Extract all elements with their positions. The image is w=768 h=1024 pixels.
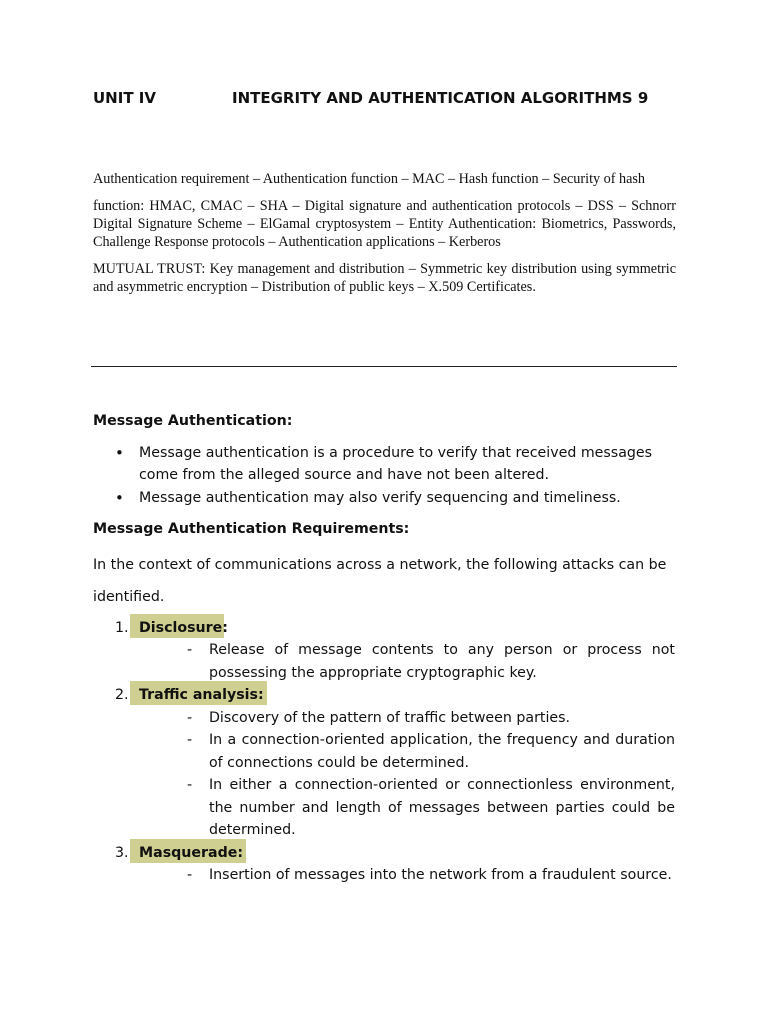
attack-label: Masquerade: bbox=[139, 844, 244, 861]
unit-label: UNIT IV bbox=[93, 89, 156, 107]
detail-item: - Insertion of messages into the network from a fraudulent source. bbox=[93, 864, 675, 887]
section-heading-message-authentication: Message Authentication: bbox=[93, 413, 293, 429]
attack-item-disclosure bbox=[93, 617, 675, 640]
attack-label: Disclosure: bbox=[139, 619, 228, 636]
syllabus-paragraph: Authentication requirement – Authentication function – MAC – Hash function – Security of hash bbox=[93, 171, 646, 187]
detail-item: - In a connection-oriented application, the frequency and duration of connections could be determined. bbox=[93, 729, 675, 774]
syllabus-paragraph: MUTUAL TRUST: Key management and distribution – Symmetric key distribution using symmetric and asymmetric encryption – Distribution of public keys – X.509 Certificates. bbox=[93, 261, 676, 295]
attack-number: 2. bbox=[115, 687, 129, 703]
bullet-item: • Message authentication may also verify sequencing and timeliness. bbox=[93, 487, 675, 510]
syllabus-paragraph: function: HMAC, CMAC – SHA – Digital signature and authentication protocols – DSS – Schnorr Digital Signature Scheme – ElGamal cryptosystem – Entity Authentication: Biometrics, Passwords, Challenge Response protocols – Authentication applications – Kerberos bbox=[93, 198, 676, 250]
notes-body bbox=[93, 410, 675, 887]
section-heading-requirements: Message Authentication Requirements: bbox=[93, 521, 410, 537]
detail-item: - In either a connection-oriented or connectionless environment, the number and length of messages between parties could be determined. bbox=[93, 774, 675, 842]
attack-item-masquerade bbox=[93, 842, 675, 865]
syllabus-text bbox=[93, 170, 676, 305]
detail-item: - Release of message contents to any person or process not possessing the appropriate cryptographic key. bbox=[93, 639, 675, 684]
divider bbox=[91, 366, 677, 367]
unit-title: INTEGRITY AND AUTHENTICATION ALGORITHMS 9 bbox=[232, 89, 649, 107]
attack-number: 1. bbox=[115, 619, 129, 636]
intro-paragraph: In the context of communications across a network, the following attacks can be identified. bbox=[93, 556, 667, 605]
unit-header bbox=[93, 89, 678, 111]
bullet-item: • Message authentication is a procedure to verify that received messages come from the alleged source and have not been altered. bbox=[93, 442, 675, 487]
attack-details bbox=[93, 864, 675, 887]
attack-details bbox=[93, 639, 675, 684]
bullet-list bbox=[93, 442, 675, 510]
detail-item: - Discovery of the pattern of traffic between parties. bbox=[93, 707, 675, 730]
attack-details bbox=[93, 707, 675, 842]
attack-label: Traffic analysis: bbox=[139, 687, 264, 703]
attack-item-traffic-analysis bbox=[93, 684, 675, 707]
attack-number: 3. bbox=[115, 844, 129, 861]
